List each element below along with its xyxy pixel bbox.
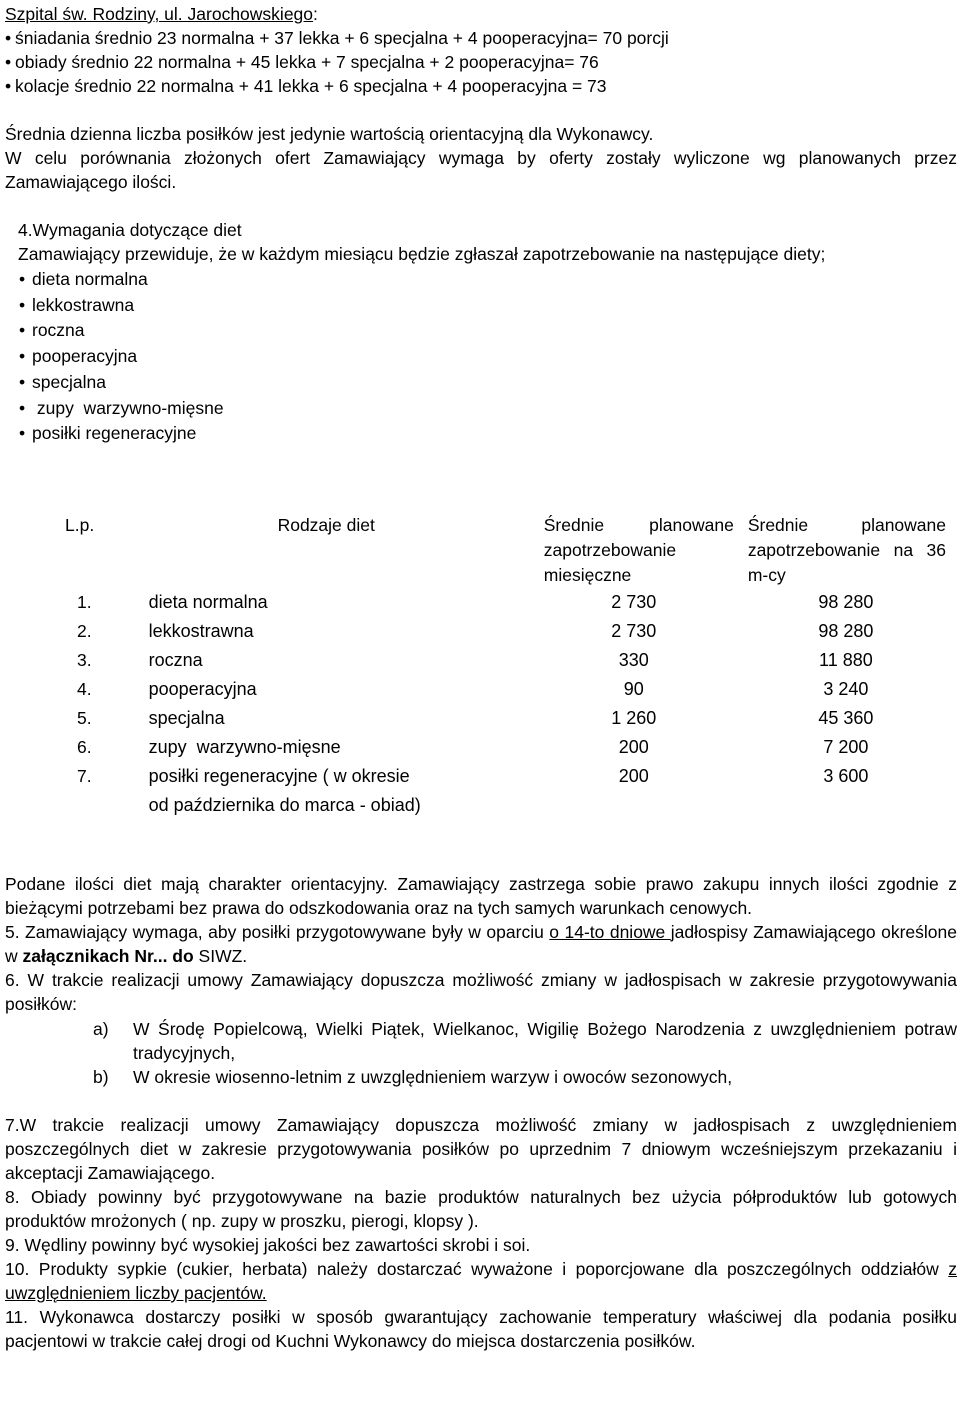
comparison-note: W celu porównania złożonych ofert Zamawiający wymaga by oferty zostały wyliczone wg planowanych przez Zamawiającego ilości. bbox=[5, 148, 957, 192]
document-page bbox=[5, 2, 957, 447]
header-total: Średnie planowane zapotrzebowanie na 36 m-cy bbox=[747, 515, 946, 585]
diet-list-item: • lekkostrawna bbox=[5, 293, 957, 319]
diet-list-item: • dieta normalna bbox=[5, 267, 957, 293]
bullet-icon: • bbox=[5, 76, 12, 96]
heading-prefix: Szpital św. Rodziny, ul. bbox=[5, 4, 188, 24]
table-row: 4. pooperacyjna 90 3 240 bbox=[77, 679, 869, 699]
bullet-icon: • bbox=[19, 269, 26, 289]
diet-requirements-table bbox=[65, 510, 958, 820]
orientation-note: Podane ilości diet mają charakter orientacyjny. Zamawiający zastrzega sobie prawo zakupu innych ilości zgodnie z bieżącymi potrzebami bez prawa do odszkodowania oraz na tych samych warunkach cenowych. bbox=[5, 874, 957, 918]
paragraph-6: 6. W trakcie realizacji umowy Zamawiający dopuszcza możliwość zmiany w jadłospisach w zakresie przygotowywania posiłków: bbox=[5, 970, 957, 1014]
bullet-icon: • bbox=[19, 346, 26, 367]
diet-list-item: • pooperacyjna bbox=[5, 344, 957, 370]
heading-colon: : bbox=[313, 4, 318, 24]
bullet-icon: • bbox=[19, 397, 26, 418]
diet-list-item: • roczna bbox=[5, 318, 957, 344]
header-lp: L.p. bbox=[65, 515, 95, 535]
paragraph-10: 10. Produkty sypkie (cukier, herbata) należy dostarczać wyważone i poporcjowane dla poszczególnych oddziałów z uwzględnieniem liczby pacjentów. bbox=[5, 1259, 957, 1303]
paragraph-7: 7.W trakcie realizacji umowy Zamawiający dopuszcza możliwość zmiany w jadłospisach z uwzględnieniem poszczególnych diet w zakresie przygotowywania posiłków po uprzednim 7 dniowym wcześniejszym przekazaniu i akceptacji Zamawiającego. bbox=[5, 1115, 957, 1183]
table-row: 3. roczna 330 11 880 bbox=[77, 650, 873, 670]
meal-item: • śniadania średnio 23 normalna + 37 lekka + 6 specjalna + 4 pooperacyjna= 70 porcji bbox=[5, 28, 669, 48]
conditions-block bbox=[5, 872, 957, 1353]
section-4-heading: 4.Wymagania dotyczące diet bbox=[18, 220, 242, 240]
table-row: 7. posiłki regeneracyjne ( w okresie od października do marca - obiad) 200 3 600 bbox=[77, 766, 869, 815]
section-4-intro: Zamawiający przewiduje, że w każdym miesiącu będzie zgłaszał zapotrzebowanie na następujące diety; bbox=[18, 244, 826, 264]
bullet-icon: • bbox=[5, 28, 12, 48]
table-header-row bbox=[65, 510, 958, 588]
bullet-icon: • bbox=[19, 371, 26, 392]
diet-list-item: • zupy warzywno-mięsne bbox=[5, 396, 957, 422]
diet-list-item: • specjalna bbox=[5, 370, 957, 396]
bullet-icon: • bbox=[19, 320, 26, 341]
hospital-heading bbox=[5, 2, 957, 26]
table-row: 6. zupy warzywno-mięsne 200 7 200 bbox=[77, 737, 869, 757]
diet-list-item: • posiłki regeneracyjne bbox=[5, 421, 957, 447]
meal-item: • obiady średnio 22 normalna + 45 lekka + 7 specjalna + 2 pooperacyjna= 76 bbox=[5, 52, 599, 72]
bullet-icon: • bbox=[19, 294, 26, 315]
header-diet-types: Rodzaje diet bbox=[277, 515, 375, 535]
heading-street: Jarochowskiego bbox=[187, 4, 314, 24]
bullet-icon: • bbox=[19, 423, 26, 444]
bullet-icon: • bbox=[5, 52, 12, 72]
average-note: Średnia dzienna liczba posiłków jest jedynie wartością orientacyjną dla Wykonawcy. bbox=[5, 124, 654, 144]
meal-item: • kolacje średnio 22 normalna + 41 lekka + 6 specjalna + 4 pooperacyjna = 73 bbox=[5, 76, 607, 96]
list-item-a: a) W Środę Popielcową, Wielki Piątek, Wielkanoc, Wigilię Bożego Narodzenia z uwzględnieniem potraw tradycyjnych, bbox=[93, 1019, 957, 1063]
paragraph-5: 5. Zamawiający wymaga, aby posiłki przygotowywane były w oparciu o 14-to dniowe jadłospisy Zamawiającego określone w załącznikach Nr... do SIWZ. bbox=[5, 922, 957, 966]
table-row: 2. lekkostrawna 2 730 98 280 bbox=[77, 621, 874, 641]
table-row: 5. specjalna 1 260 45 360 bbox=[77, 708, 874, 728]
paragraph-11: 11. Wykonawca dostarczy posiłki w sposób gwarantujący zachowanie temperatury właściwej dla podania posiłku pacjentowi w trakcie całej drogi od Kuchni Wykonawcy do miejsca dostarczenia posiłków. bbox=[5, 1307, 957, 1351]
header-monthly: Średnie planowane zapotrzebowanie miesięczne bbox=[543, 515, 734, 585]
paragraph-8: 8. Obiady powinny być przygotowywane na bazie produktów naturalnych bez użycia półproduktów lub gotowych produktów mrożonych ( np. zupy w proszku, pierogi, klopsy ). bbox=[5, 1187, 957, 1231]
paragraph-9: 9. Wędliny powinny być wysokiej jakości bez zawartości skrobi i soi. bbox=[5, 1235, 531, 1255]
table-row: 1. dieta normalna 2 730 98 280 bbox=[77, 592, 874, 612]
list-item-b: b) W okresie wiosenno-letnim z uwzględnieniem warzyw i owoców sezonowych, bbox=[93, 1067, 733, 1087]
